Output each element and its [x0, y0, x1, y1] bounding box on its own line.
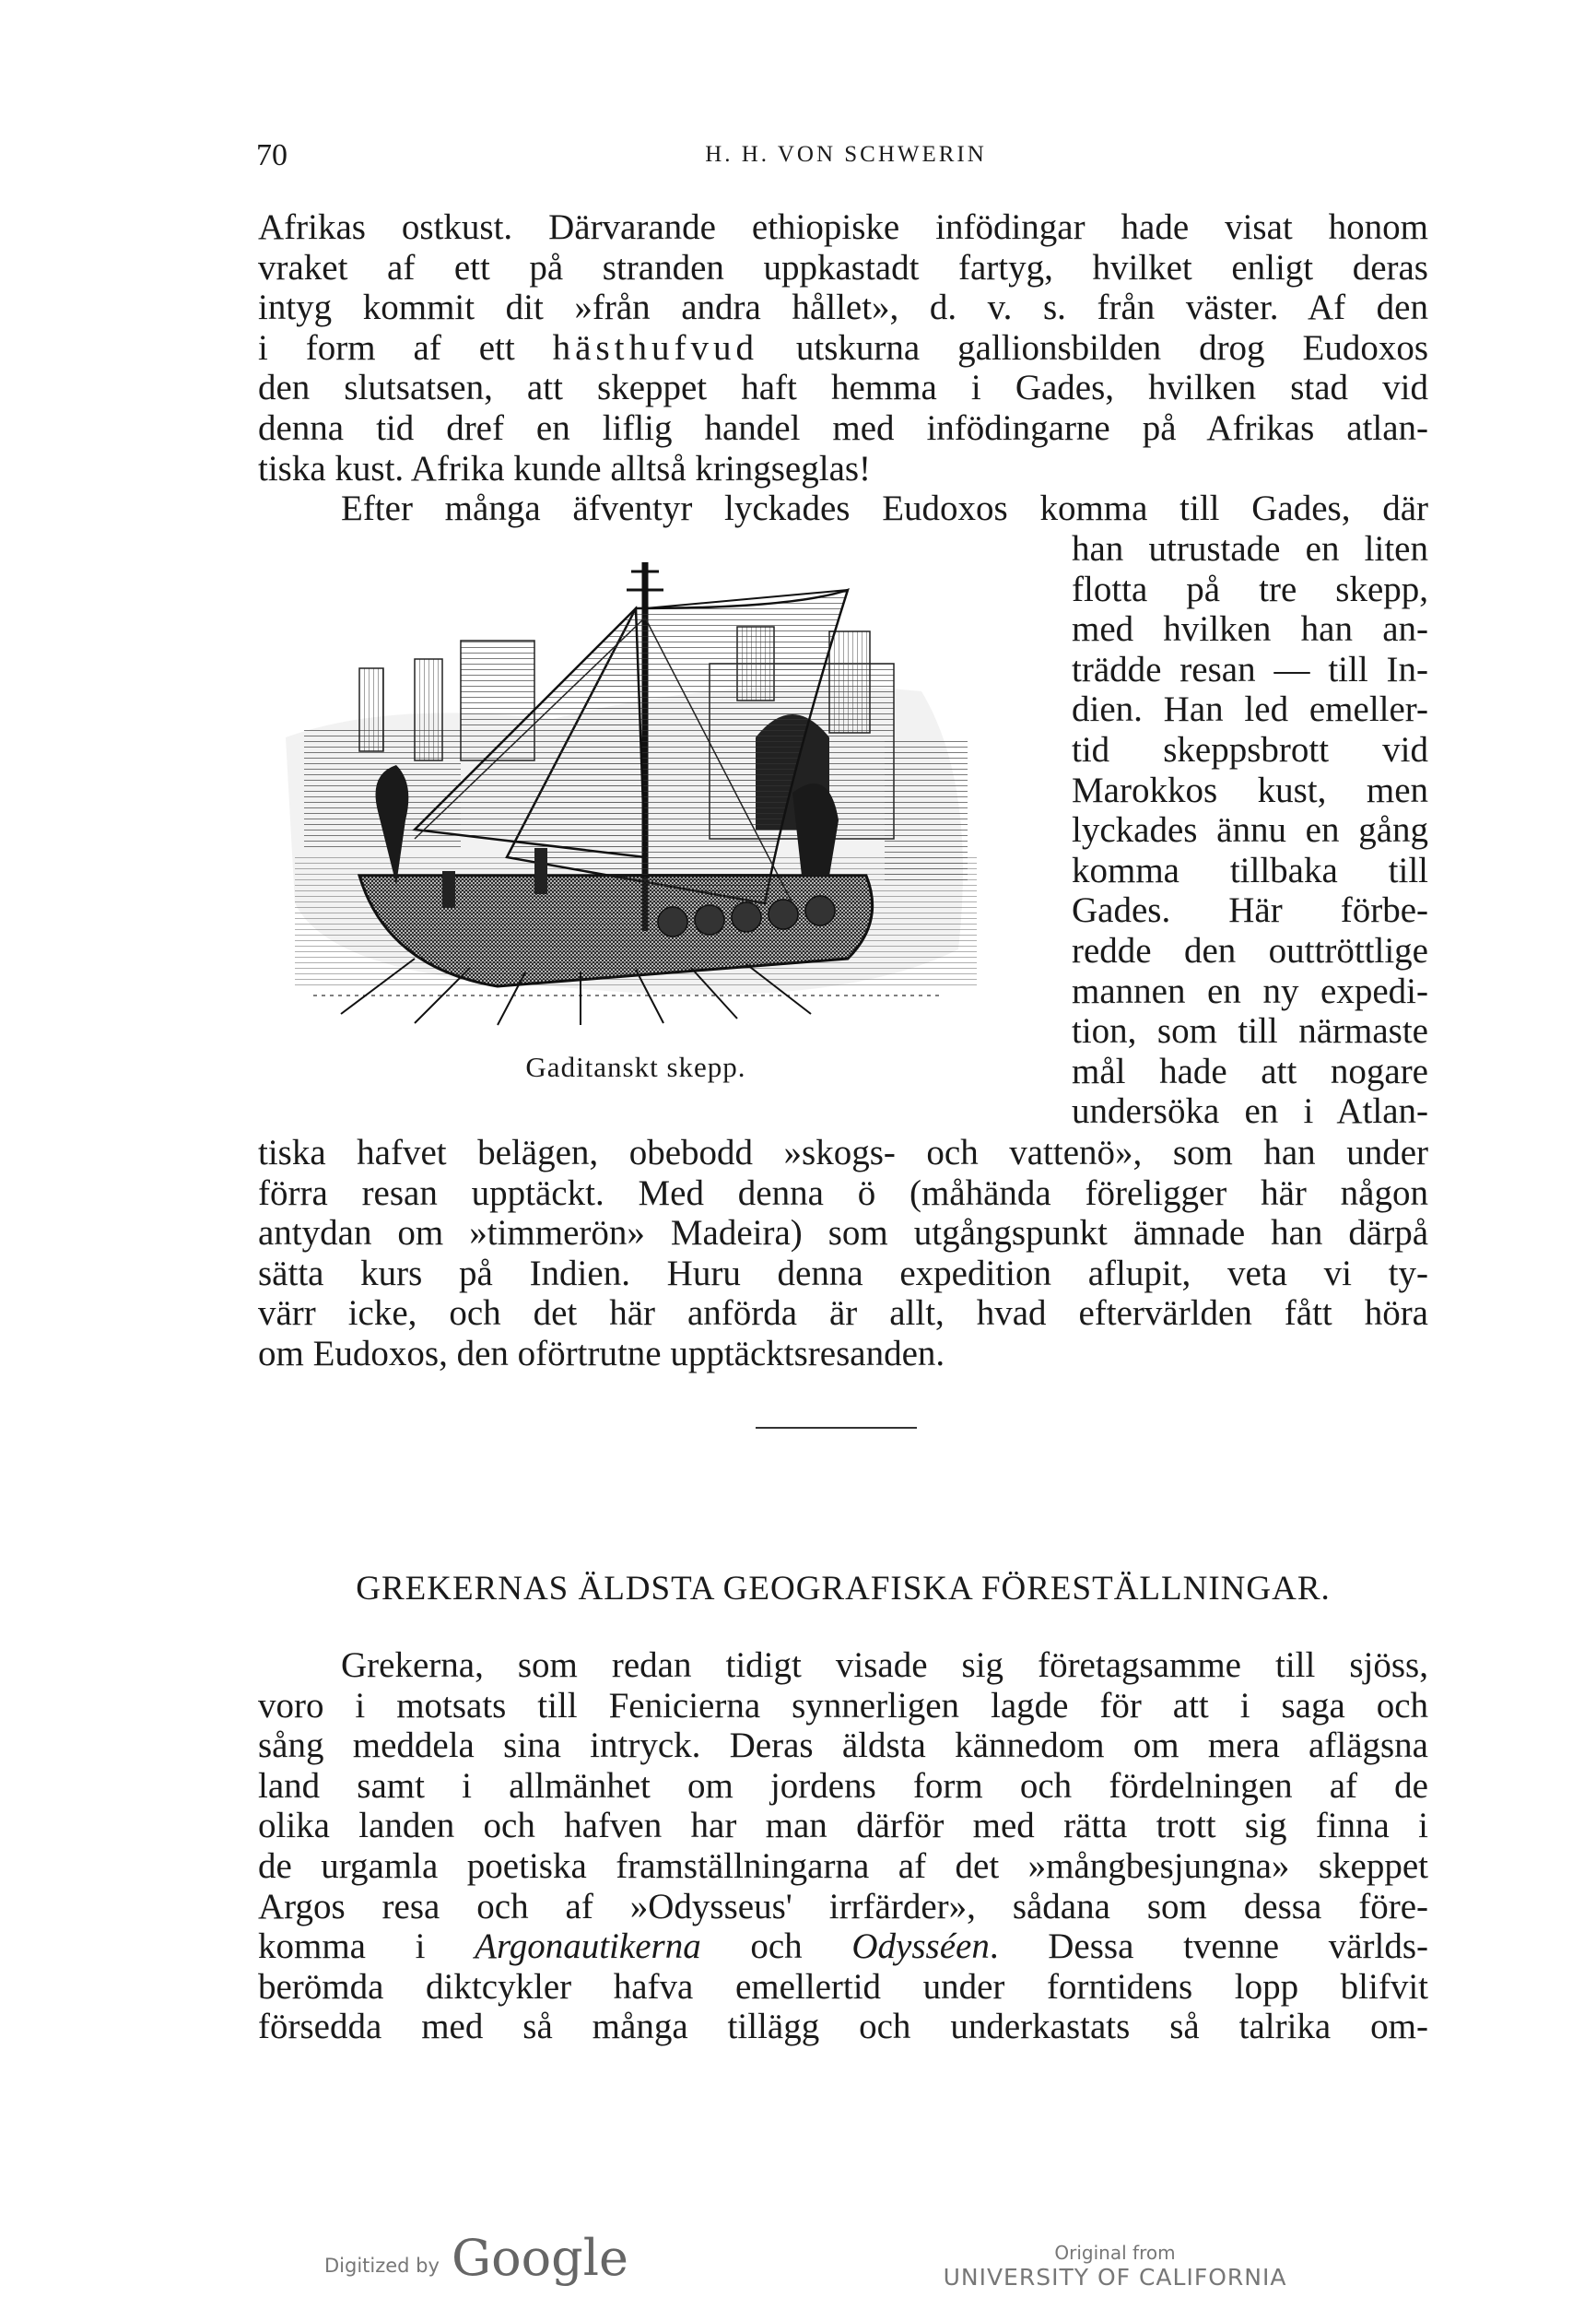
text-line: Gades. Här förbe- [1072, 890, 1428, 931]
text-line: den slutsatsen, att skeppet haft hemma i Gades, hvilken stad vid [258, 368, 1428, 408]
text-line: lyckades ännu en gång [1072, 810, 1428, 851]
running-head [256, 138, 1436, 175]
text-line: redde den outtröttlige [1072, 930, 1428, 971]
figure-caption: Gaditanskt skepp. [525, 1051, 746, 1083]
text-line: vraket af ett på stranden uppkastadt fartyg, hvilket enligt deras [258, 247, 1428, 288]
page-number: 70 [256, 138, 288, 172]
text-fragment: komma i [258, 1926, 475, 1967]
text-line: dien. Han led emeller- [1072, 689, 1428, 730]
spaced-emphasis-word: hästhufvud [552, 327, 758, 368]
google-logo: Google [452, 2229, 628, 2287]
text-line: han utrustade en liten [1072, 529, 1428, 569]
text-line: berömda diktcykler hafva emellertid under forntidens lopp blifvit [258, 1966, 1428, 2007]
text-line: med hvilken han an- [1072, 609, 1428, 650]
wrap-text-column [1072, 529, 1428, 1132]
text-line: komma tillbaka till [1072, 850, 1428, 890]
text-fragment: . Dessa tvenne världs- [989, 1926, 1428, 1967]
text-line: förra resan upptäckt. Med denna ö (måhända föreligger här någon [258, 1172, 1428, 1213]
text-line: tiska kust. Afrika kunde alltså kringseglas! [258, 448, 872, 489]
text-line: de urgamla poetiska framställningarna af det »mångbesjungna» skeppet [258, 1845, 1428, 1886]
text-line: intyg kommit dit »från andra hållet», d. v. s. från väster. Af den [258, 288, 1428, 328]
text-line: försedda med så många tillägg och underkastats så talrika om- [258, 2007, 1428, 2047]
text-fragment: och [700, 1926, 852, 1967]
text-fragment: utskurna gallionsbilden drog Eudoxos [757, 327, 1428, 368]
text-line: antydan om »timmerön» Madeira) som utgångspunkt ämnade han därpå [258, 1213, 1428, 1254]
original-from-label: Original from [1054, 2242, 1176, 2264]
digitized-by-label: Digitized by [324, 2255, 440, 2277]
text-line: värr icke, och det här anförda är allt, hvad eftervärlden fått höra [258, 1293, 1428, 1334]
text-fragment: i form af ett [258, 327, 553, 368]
text-line: Argos resa och af »Odysseus' irrfärder», sådana som dessa före- [258, 1886, 1428, 1926]
text-line: olika landen och hafven har man därför med rätta trott sig finna i [258, 1806, 1428, 1846]
figure-gaditan-ship [258, 553, 1014, 1083]
text-line: Afrikas ostkust. Därvarande ethiopiske infödingar hade visat honom [258, 207, 1428, 247]
text-line: land samt i allmänhet om jordens form och fördelningen af de [258, 1765, 1428, 1806]
text-line: trädde resan — till In- [1072, 649, 1428, 689]
running-head-author: H. H. VON SCHWERIN [705, 142, 987, 167]
section-divider [756, 1427, 917, 1429]
text-line: denna tid dref en liflig handel med infödingarne på Afrikas atlan- [258, 407, 1428, 448]
text-line: mannen en ny expedi- [1072, 971, 1428, 1011]
text-line: sång meddela sina intryck. Deras äldsta kännedom om mera aflägsna [258, 1726, 1428, 1766]
text-line: mål hade att nogare [1072, 1051, 1428, 1091]
text-line: Efter många äfventyr lyckades Eudoxos komma till Gades, där [341, 489, 1428, 529]
top-paragraph [258, 207, 1428, 529]
text-line: undersöka en i Atlan- [1072, 1091, 1428, 1132]
text-line: om Eudoxos, den oförtrutne upptäcktsresanden. [258, 1333, 945, 1373]
text-line: tid skeppsbrott vid [1072, 729, 1428, 770]
original-source-watermark [912, 2242, 1318, 2291]
text-line: tion, som till närmaste [1072, 1011, 1428, 1052]
italic-title: Argonautikerna [475, 1926, 701, 1967]
text-line: tiska hafvet belägen, obebodd »skogs- och vattenö», som han under [258, 1133, 1428, 1172]
text-line: Grekerna, som redan tidigt visade sig företagsamme till sjöss, [341, 1645, 1428, 1685]
institution-label: UNIVERSITY OF CALIFORNIA [943, 2264, 1287, 2291]
text-line [258, 328, 1428, 369]
text-line: Marokkos kust, men [1072, 770, 1428, 810]
text-line: sätta kurs på Indien. Huru denna expedition aflupit, veta vi ty- [258, 1253, 1428, 1293]
text-line: flotta på tre skepp, [1072, 569, 1428, 609]
continuation-paragraph [258, 1133, 1428, 1374]
text-line [258, 1926, 1428, 1967]
section-heading: GREKERNAS ÄLDSTA GEOGRAFISKA FÖRESTÄLLNINGAR. [356, 1570, 1331, 1608]
text-line: voro i motsats till Fenicierna synnerligen lagde för att i saga och [258, 1685, 1428, 1726]
section-paragraph [258, 1645, 1428, 2047]
ship-illustration [276, 553, 995, 1032]
italic-title: Odysséen [851, 1926, 990, 1967]
